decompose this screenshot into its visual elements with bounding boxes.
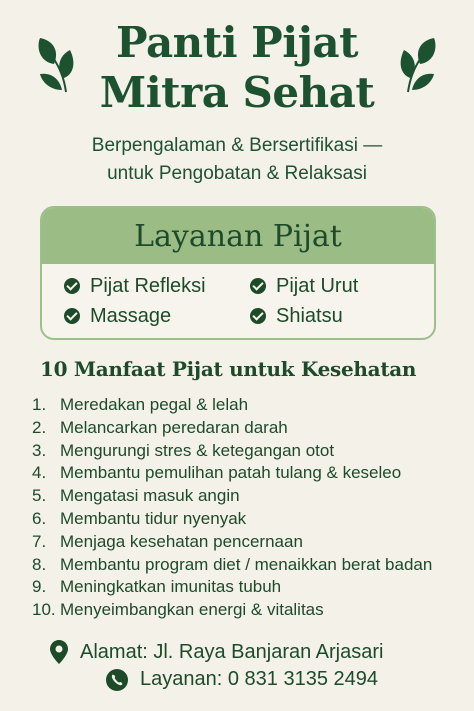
list-item — [32, 554, 432, 577]
list-item — [32, 599, 432, 622]
list-item — [32, 531, 432, 554]
check-circle-icon — [64, 278, 80, 294]
item-number: 7. — [32, 531, 47, 551]
subtitle — [0, 132, 474, 188]
item-number: 10. — [32, 600, 56, 620]
check-circle-icon — [250, 308, 266, 324]
page-title — [0, 18, 474, 118]
map-pin-icon — [50, 640, 68, 664]
list-item — [32, 462, 432, 485]
item-number: 3. — [32, 440, 47, 460]
item-text: Meningkatkan imunitas tubuh — [60, 577, 282, 597]
check-circle-icon — [250, 278, 266, 294]
subtitle-line-1: Berpengalaman & Bersertifikasi — — [91, 135, 383, 156]
item-text: Meredakan pegal & lelah — [60, 395, 249, 414]
item-number: 9. — [32, 577, 47, 597]
item-text: Menyeimbangkan energi & vitalitas — [60, 600, 324, 620]
item-text: Mengurungi stres & ketegangan otot — [60, 440, 335, 460]
benefits-title: 10 Manfaat Pijat untuk Kesehatan — [40, 357, 417, 381]
item-text: Membantu program diet / menaikkan berat badan — [60, 554, 433, 574]
services-header — [42, 208, 434, 264]
services-title: Layanan Pijat — [134, 218, 342, 254]
service-item — [64, 304, 250, 328]
check-circle-icon — [64, 308, 80, 324]
item-text: Menjaga kesehatan pencernaan — [60, 531, 303, 551]
item-number: 5. — [32, 486, 47, 506]
title-line-1: Panti Pijat — [115, 18, 359, 67]
benefits-list — [32, 394, 432, 622]
item-number: 4. — [32, 463, 47, 483]
item-number: 8. — [32, 554, 47, 574]
phone-text: Layanan: 0 831 3135 2494 — [140, 668, 378, 690]
service-label: Pijat Refleksi — [90, 274, 206, 297]
service-label: Pijat Urut — [276, 274, 359, 297]
list-item — [32, 576, 432, 599]
service-item — [250, 304, 420, 328]
subtitle-line-2: untuk Pengobatan & Relaksasi — [107, 163, 367, 184]
item-text: Melancarkan peredaran darah — [60, 417, 288, 437]
item-number: 6. — [32, 508, 47, 528]
contact-phone — [106, 668, 378, 691]
address-text: Alamat: Jl. Raya Banjaran Arjasari — [80, 640, 384, 663]
list-item — [32, 440, 432, 463]
service-item — [64, 274, 250, 298]
service-label: Massage — [90, 304, 172, 327]
list-item — [32, 508, 432, 531]
contact-address — [50, 640, 383, 664]
item-text: Membantu tidur nyenyak — [60, 508, 247, 528]
item-text: Membantu pemulihan patah tulang & keseleo — [60, 463, 402, 483]
service-label: Shiatsu — [276, 304, 343, 327]
services-panel — [40, 206, 436, 340]
item-text: Mengatasi masuk angin — [60, 486, 240, 506]
service-item — [250, 274, 420, 298]
list-item — [32, 485, 432, 508]
item-number: 1. — [32, 395, 47, 414]
list-item — [32, 394, 432, 417]
title-line-2: Mitra Sehat — [99, 68, 375, 117]
list-item — [32, 417, 432, 440]
phone-icon — [106, 669, 128, 691]
item-number: 2. — [32, 417, 47, 437]
services-list — [42, 264, 434, 328]
